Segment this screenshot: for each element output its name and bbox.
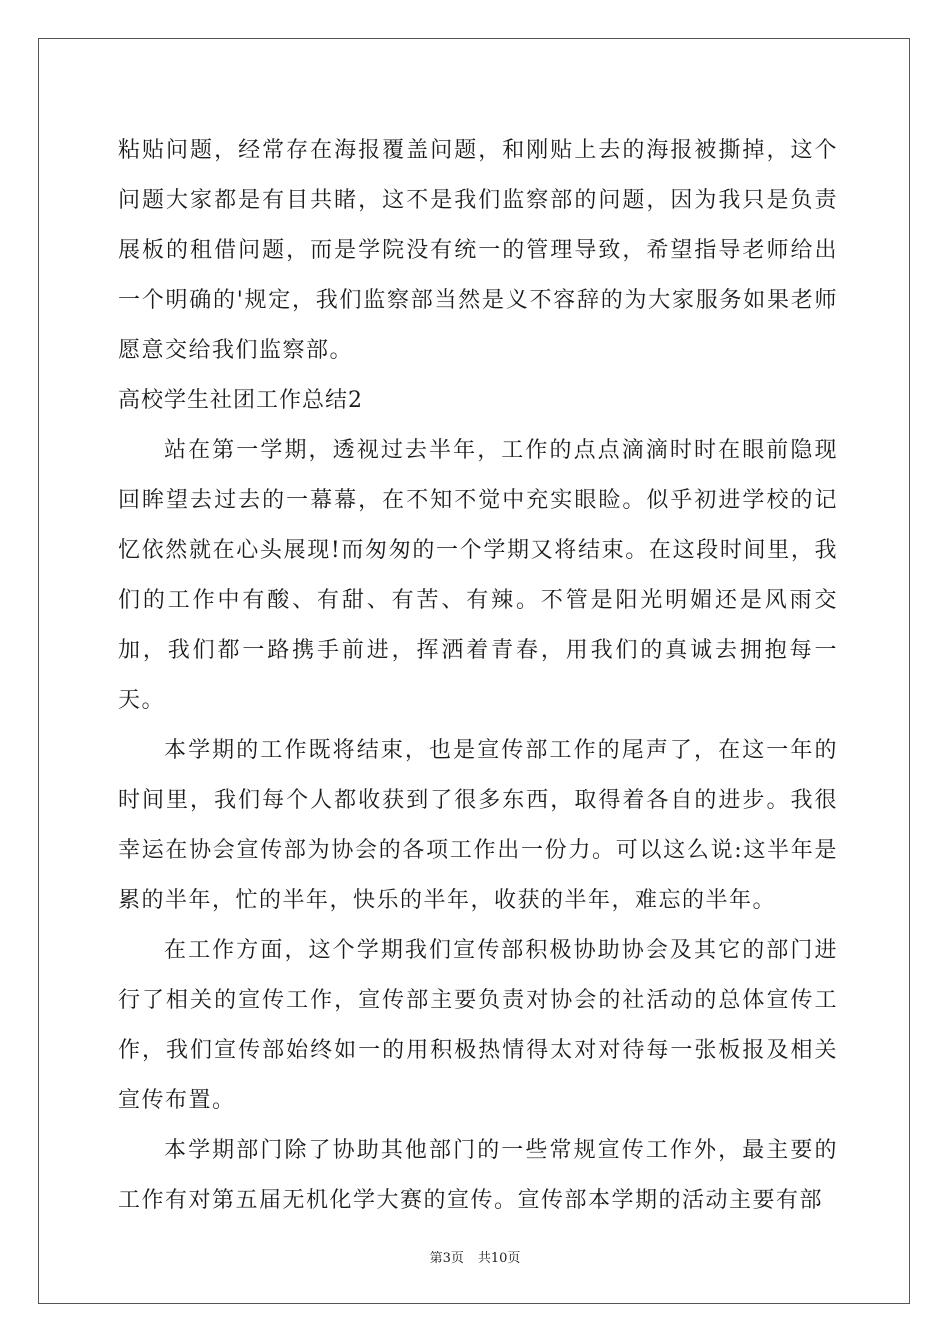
section-heading: 高校学生社团工作总结2 xyxy=(118,388,363,413)
paragraph-1: 站在第一学期，透视过去半年，工作的点点滴滴时时在眼前隐现回眸望去过去的一幕幕，在不知不觉中充实眼睑。似乎初进学校的记忆依然就在心头展现!而匆匆的一个学期又将结束。在这段时间里，我们的工作中有酸、有甜、有苦、有辣。不管是阳光明媚还是风雨交加，我们都一路携手前进，挥洒着青春，用我们的真诚去拥抱每一天。 xyxy=(118,438,838,713)
paragraph-3: 在工作方面，这个学期我们宣传部积极协助协会及其它的部门进行了相关的宣传工作，宣传部主要负责对协会的社活动的总体宣传工作，我们宣传部始终如一的用积极热情得太对对待每一张板报及相关宣传布置。 xyxy=(118,938,838,1113)
document-body xyxy=(118,126,838,1226)
total-pages: 共10页 xyxy=(477,1251,521,1266)
page-number: 第3页 xyxy=(429,1251,464,1266)
paragraph-2: 本学期的工作既将结束，也是宣传部工作的尾声了，在这一年的时间里，我们每个人都收获到了很多东西，取得着各自的进步。我很幸运在协会宣传部为协会的各项工作出一份力。可以这么说:这半年是累的半年，忙的半年，快乐的半年，收获的半年，难忘的半年。 xyxy=(118,738,838,913)
paragraph-continuation: 粘贴问题，经常存在海报覆盖问题，和刚贴上去的海报被撕掉，这个问题大家都是有目共睹，这不是我们监察部的问题，因为我只是负责展板的租借问题，而是学院没有统一的管理导致，希望指导老师给出一个明确的'规定，我们监察部当然是义不容辞的为大家服务如果老师愿意交给我们监察部。 xyxy=(118,138,838,363)
paragraph-4: 本学期部门除了协助其他部门的一些常规宣传工作外，最主要的工作有对第五届无机化学大赛的宣传。宣传部本学期的活动主要有部 xyxy=(118,1138,838,1213)
page-footer xyxy=(0,1247,950,1266)
